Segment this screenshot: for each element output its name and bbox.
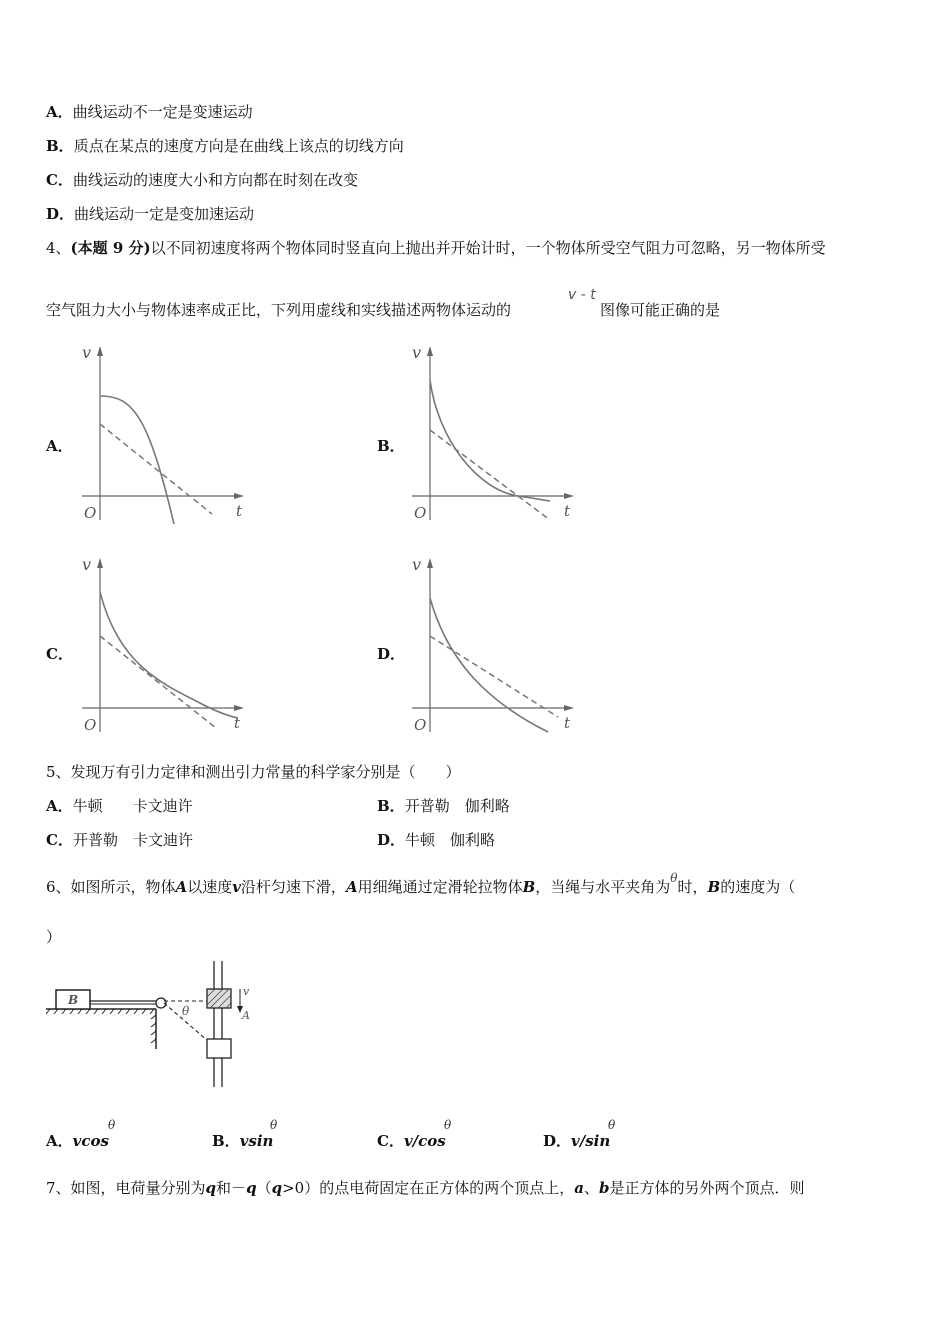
graph-b bbox=[408, 340, 588, 530]
q7-stem: 7、如图，电荷量分别为q和－q（q>0）的点电荷固定在正方体的两个顶点上，a、b是正方体的另外两个顶点．则 bbox=[46, 1179, 805, 1197]
q6-option-d-theta: θ bbox=[608, 1118, 616, 1132]
graph-d-label: D． bbox=[377, 645, 406, 663]
q5-option-d: D．牛顿 伽利略 bbox=[377, 831, 496, 849]
graph-d-solid-curve bbox=[430, 598, 548, 732]
q6-option-c-theta: θ bbox=[444, 1118, 452, 1132]
q6-stem-line2: ） bbox=[46, 928, 62, 946]
graph-b-dashed-line bbox=[430, 430, 550, 520]
graph-a-solid-curve bbox=[100, 396, 174, 524]
graph-c-dashed-line bbox=[100, 636, 216, 728]
graph-b-label: B． bbox=[377, 437, 405, 455]
q5-option-c: C．开普勒 卡文迪许 bbox=[46, 831, 193, 849]
q3-option-d: D．曲线运动一定是变加速运动 bbox=[46, 205, 255, 223]
q5-option-a: A．牛顿 卡文迪许 bbox=[46, 797, 193, 815]
q6-option-d: D．v/sin bbox=[543, 1132, 611, 1150]
graph-c-origin: O bbox=[84, 716, 97, 734]
graph-c bbox=[78, 552, 258, 742]
q6-stem-line1: 6、如图所示，物体A以速度v沿杆匀速下滑，A用细绳通过定滑轮拉物体B，当绳与水平夹角为$^\theta$时，B的速度为（ bbox=[46, 871, 796, 896]
graph-b-origin: O bbox=[414, 504, 427, 522]
q6-pulley-figure bbox=[46, 957, 276, 1092]
q5-stem: 5、发现万有引力定律和测出引力常量的科学家分别是（ ） bbox=[46, 763, 461, 781]
graph-d-t-axis-label: t bbox=[564, 714, 571, 732]
q4-stem-line1: 4、(本题 9 分)以不同初速度将两个物体同时竖直向上抛出并开始计时，一个物体所受空气阻力可忽略，另一物体所受 bbox=[46, 239, 826, 257]
q4-stem-line2: 空气阻力大小与物体速率成正比，下列用虚线和实线描述两物体运动的 bbox=[46, 301, 512, 319]
graph-c-solid-curve bbox=[100, 592, 238, 718]
graph-b-t-axis-label: t bbox=[564, 502, 571, 520]
graph-a-origin: O bbox=[84, 504, 97, 522]
figure-theta-label: θ bbox=[182, 1004, 190, 1018]
q3-option-c: C．曲线运动的速度大小和方向都在时刻在改变 bbox=[46, 171, 358, 189]
q6-option-b: B．vsin bbox=[212, 1132, 274, 1150]
graph-d-v-axis-label: v bbox=[412, 555, 422, 574]
q3-option-a: A．曲线运动不一定是变速运动 bbox=[46, 103, 253, 121]
graph-a-dashed-line bbox=[100, 424, 212, 514]
q4-stem-line2-end: 图像可能正确的是 bbox=[600, 301, 721, 319]
graph-d-origin: O bbox=[414, 716, 427, 734]
graph-c-v-axis-label: v bbox=[82, 555, 92, 574]
graph-d bbox=[408, 552, 588, 742]
q6-option-b-theta: θ bbox=[270, 1118, 278, 1132]
q3-option-b: B．质点在某点的速度方向是在曲线上该点的切线方向 bbox=[46, 137, 404, 155]
q6-option-a-theta: θ bbox=[108, 1118, 116, 1132]
figure-a-label: A bbox=[242, 1009, 250, 1022]
vt-label: v - t bbox=[568, 287, 596, 303]
graph-a-t-axis-label: t bbox=[236, 502, 243, 520]
q6-option-c: C．v/cos bbox=[377, 1132, 446, 1150]
graph-d-dashed-line bbox=[430, 636, 558, 717]
graph-b-solid-curve bbox=[430, 380, 550, 501]
graph-a-v-axis-label: v bbox=[82, 343, 92, 362]
graph-a-label: A． bbox=[46, 437, 73, 455]
q6-option-a: A．vcos bbox=[46, 1132, 109, 1150]
graph-b-v-axis-label: v bbox=[412, 343, 422, 362]
figure-block-b-label: B bbox=[68, 993, 79, 1007]
q5-option-b: B．开普勒 伽利略 bbox=[377, 797, 510, 815]
figure-v-label: v bbox=[243, 985, 250, 998]
graph-a bbox=[78, 340, 258, 530]
graph-c-t-axis-label: t bbox=[234, 714, 241, 732]
graph-c-label: C． bbox=[46, 645, 73, 663]
